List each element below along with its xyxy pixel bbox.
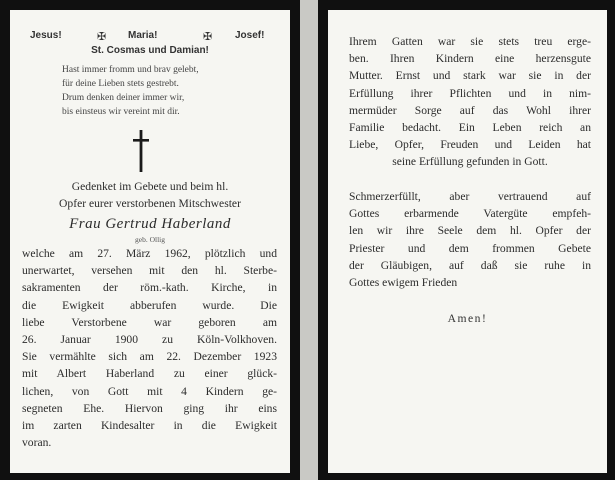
tribute-line: Mutter. Ernst und stark war sie in der (349, 69, 591, 83)
bio-line: voran. (22, 436, 52, 450)
prayer-line: Priester und dem frommen Gebete (349, 241, 591, 255)
tribute-paragraph (349, 33, 591, 171)
tribute-line: Liebe, Opfer, Freuden und Leiden hat (349, 138, 591, 152)
bio-line: welche am 27. März 1962, plötzlich und (22, 247, 277, 260)
tribute-line: Erfüllung ihrer Pflichten und in nim- (349, 86, 591, 100)
intro-text (10, 178, 290, 212)
prayer-line: len wir ihre Seele dem hl. Opfer der (349, 224, 591, 238)
latin-cross-icon (133, 130, 149, 172)
prayer-line: Gottes erbarmende Vatergüte empfeh- (349, 207, 591, 221)
prayer-line: der Gläubigen, auf daß sie ruhe in (349, 258, 591, 272)
poem-line: für deine Lieben stets gestrebt. (62, 79, 179, 89)
invocation-jesus: Jesus! (30, 30, 62, 41)
maiden-name: geb. Ollig (135, 235, 165, 244)
bio-line: lichen, von Gott mit 4 Kindern ge- (22, 384, 277, 398)
tribute-line: Familie bedacht. Ein Leben reich an (349, 121, 591, 135)
intro-line: Gedenket im Gebete und beim hl. (71, 180, 229, 193)
invocation-maria: Maria! (128, 30, 158, 41)
bio-line: im zarten Kindesalter in die Ewigkeit (22, 419, 277, 433)
right-card-paper (328, 10, 607, 473)
tribute-line: ben. Ihren Kindern eine herzensgute (349, 52, 591, 66)
poem-line: bis einsteus wir vereint mit dir. (62, 107, 180, 117)
bio-line: 26. Januar 1900 zu Köln-Volkhoven. (22, 333, 277, 347)
left-card (0, 0, 300, 480)
tribute-line: Ihrem Gatten war sie stets treu erge- (349, 35, 591, 48)
memorial-poem (62, 63, 199, 119)
bio-line: liebe Verstorbene war geboren am (22, 315, 277, 329)
bio-line: die Ewigkeit abberufen wurde. Die (22, 298, 277, 312)
small-cross-icon: ✠ (203, 31, 213, 43)
intro-line: Opfer eurer verstorbenen Mitschwester (59, 197, 241, 211)
saints-line: St. Cosmas und Damian! (91, 45, 209, 56)
bio-line: Sie vermählte sich am 22. Dezember 1923 (22, 350, 277, 364)
tribute-line: mermüder Sorge auf das Wohl ihrer (349, 103, 591, 117)
tribute-line: seine Erfüllung gefunden in Gott. (392, 155, 548, 169)
bio-line: unerwartet, versehen mit den hl. Sterbe- (22, 264, 277, 278)
left-card-paper (10, 10, 290, 473)
right-card (318, 0, 615, 480)
prayer-line: Gottes ewigem Frieden (349, 276, 458, 290)
invocation-josef: Josef! (235, 30, 265, 41)
poem-line: Hast immer fromm und brav gelebt, (62, 65, 199, 75)
deceased-name: Frau Gertrud Haberland (69, 216, 231, 232)
invocation-line (10, 30, 290, 44)
prayer-line: Schmerzerfüllt, aber vertrauend auf (349, 190, 591, 203)
poem-line: Drum denken deiner immer wir, (62, 93, 185, 103)
biography-text (22, 245, 277, 451)
bio-line: sakramenten der röm.-kath. Kirche, in (22, 281, 277, 295)
prayer-paragraph (349, 188, 591, 291)
bio-line: mit Albert Haberland zu einer glück- (22, 367, 277, 381)
amen-closing: Amen! (447, 312, 488, 325)
small-cross-icon: ✠ (97, 31, 107, 43)
bio-line: segneten Ehe. Hiervon ging ihr eins (22, 401, 277, 415)
